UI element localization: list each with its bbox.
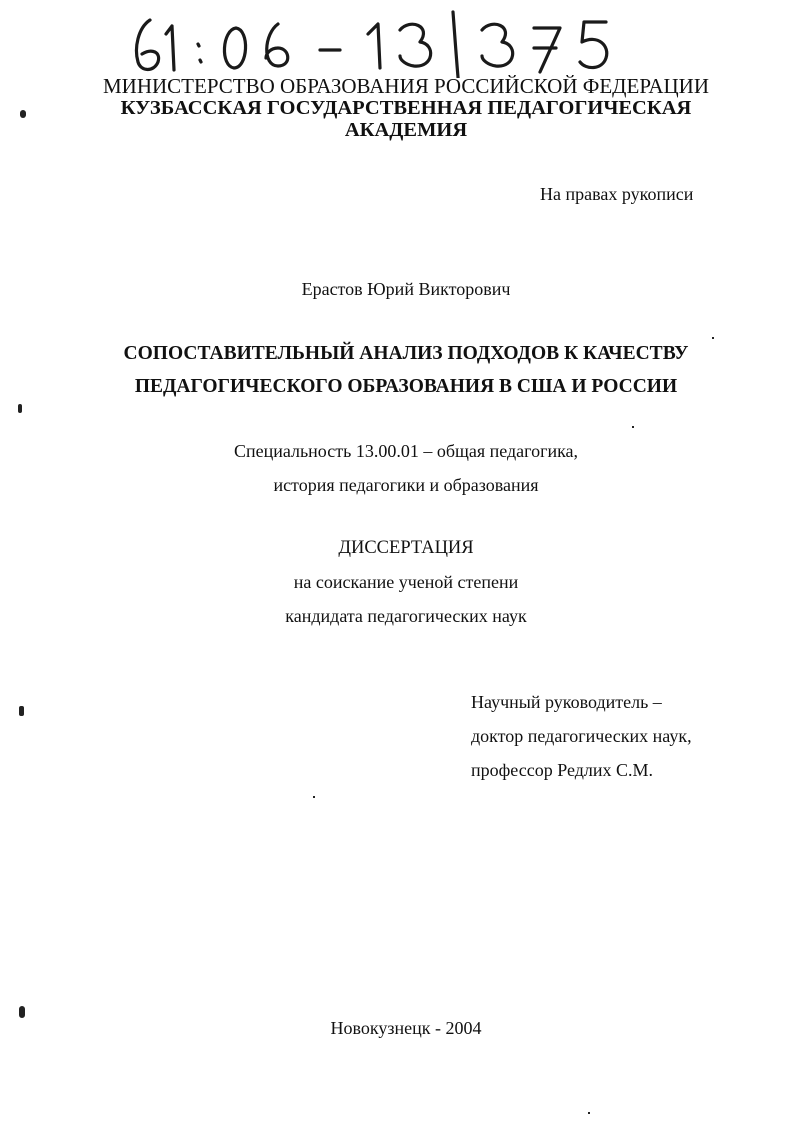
scan-mark <box>18 404 22 413</box>
author-name: Ерастов Юрий Викторович <box>301 279 511 299</box>
scan-mark <box>19 706 24 716</box>
dissertation-label: ДИССЕРТАЦИЯ <box>338 538 474 558</box>
specialty-line1: Специальность 13.00.01 – общая педагогика, <box>233 441 579 461</box>
rights-note: На правах рукописи <box>540 184 694 204</box>
scan-dot <box>313 796 315 798</box>
scan-mark <box>20 110 26 118</box>
degree-line1: на соискание ученой степени <box>293 572 519 592</box>
ministry-name: МИНИСТЕРСТВО ОБРАЗОВАНИЯ РОССИЙСКОЙ ФЕДЕРАЦИИ <box>102 74 709 98</box>
scan-dot <box>632 426 634 428</box>
scan-mark <box>19 1006 25 1018</box>
dissertation-title-line1: СОПОСТАВИТЕЛЬНЫЙ АНАЛИЗ ПОДХОДОВ К КАЧЕСТВУ <box>123 343 689 364</box>
scan-dot <box>712 337 714 339</box>
academy-name-line2: АКАДЕМИЯ <box>344 119 468 141</box>
academy-name-line1: КУЗБАССКАЯ ГОСУДАРСТВЕННАЯ ПЕДАГОГИЧЕСКАЯ <box>120 97 692 119</box>
degree-line2: кандидата педагогических наук <box>285 606 527 626</box>
supervisor-degree: доктор педагогических наук, <box>471 726 692 746</box>
handwritten-catalog-number <box>128 8 628 78</box>
dissertation-title-line2: ПЕДАГОГИЧЕСКОГО ОБРАЗОВАНИЯ В США И РОССИИ <box>134 376 678 397</box>
specialty-line2: история педагогики и образования <box>273 475 539 495</box>
supervisor-label: Научный руководитель – <box>471 692 662 712</box>
supervisor-name: профессор Редлих С.М. <box>471 760 654 780</box>
scan-dot <box>588 1112 590 1114</box>
city-year: Новокузнецк - 2004 <box>330 1018 482 1038</box>
